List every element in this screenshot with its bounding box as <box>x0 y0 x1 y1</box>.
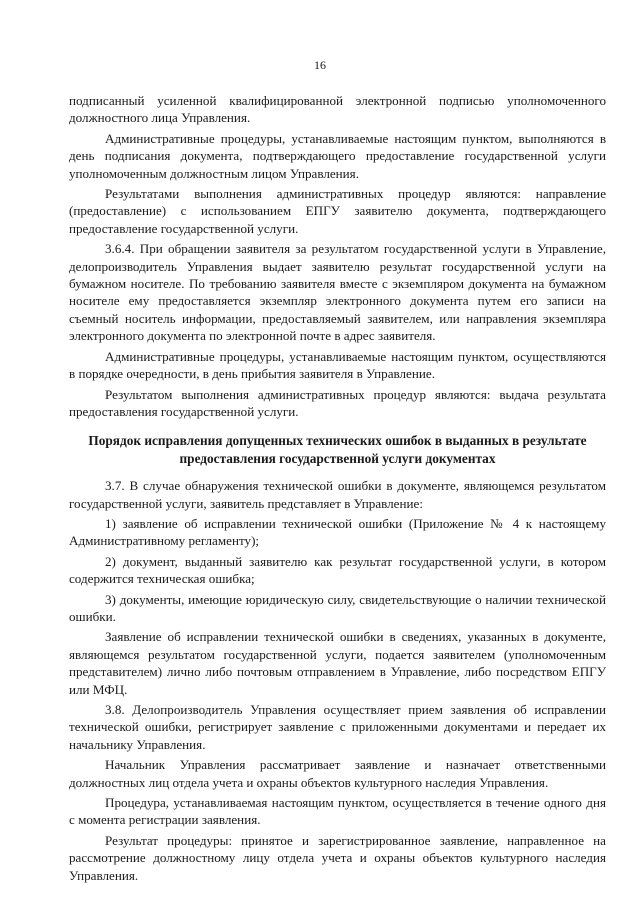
section-heading: Порядок исправления допущенных технических ошибок в выданных в результате предоставления государственной услуги документах <box>88 433 587 466</box>
paragraph: Начальник Управления рассматривает заявление и назначает ответственными должностных лиц отдела учета и охраны объектов культурного наследия Управления. <box>69 757 606 790</box>
paragraph: Административные процедуры, устанавливаемые настоящим пунктом, осуществляются в порядке очередности, в день прибытия заявителя в Управление. <box>69 348 606 382</box>
paragraph: Результатом выполнения административных процедур являются: выдача результата предоставления государственной услуги. <box>69 386 606 419</box>
paragraph: 1) заявление об исправлении технической ошибки (Приложение № 4 к настоящему Административному регламенту); <box>69 515 606 549</box>
paragraph: 3.6.4. При обращении заявителя за результатом государственной услуги в Управление, делопроизводитель Управления выдает заявителю результат государственной услуги на бумажном носителе. По требованию заявителя вместе с экземпляром документа на бумажном носителе ему предоставляется экземпляр электронного документа путем его записи на съемный носитель информации, предоставляемый заявителем, или направления экземпляра электронного документа по электронной почте в адрес заявителя. <box>69 241 606 344</box>
page-number: 16 <box>314 58 326 72</box>
paragraph: Процедура, устанавливаемая настоящим пунктом, осуществляется в течение одного дня с момента регистрации заявления. <box>69 795 606 828</box>
paragraph: Заявление об исправлении технической ошибки в сведениях, указанных в документе, являющемся результатом государственной услуги, подается заявителем (уполномоченным представителем) лично либо почтовым отправлением в Управление, либо посредством ЕПГУ или МФЦ. <box>69 629 606 697</box>
paragraph: 3) документы, имеющие юридическую силу, свидетельствующие о наличии технической ошибки. <box>69 591 606 624</box>
paragraph: Результатами выполнения административных процедур являются: направление (предоставление) с использованием ЕПГУ заявителю документа, подтверждающего предоставление государственной услуги. <box>69 186 606 236</box>
paragraph: 2) документ, выданный заявителю как результат государственной услуги, в котором содержится техническая ошибка; <box>69 553 606 587</box>
paragraph: 3.8. Делопроизводитель Управления осуществляет прием заявления об исправлении технической ошибки, регистрирует заявление с приложенными документами и передает их начальнику Управления. <box>69 702 606 752</box>
paragraph: 3.7. В случае обнаружения технической ошибки в документе, являющемся результатом государственной услуги, заявитель представляет в Управление: <box>69 478 606 511</box>
paragraph: Результат процедуры: принятое и зарегистрированное заявление, направленное на рассмотрение должностному лицу отдела учета и охраны объектов культурного наследия Управления. <box>69 832 606 883</box>
paragraph: подписанный усиленной квалифицированной электронной подписью уполномоченного должностного лица Управления. <box>69 93 606 126</box>
document-body <box>69 92 606 884</box>
paragraph: Административные процедуры, устанавливаемые настоящим пунктом, выполняются в день подписания документа, подтверждающего предоставление государственной услуги уполномоченным должностным лицом Управления. <box>69 130 606 181</box>
